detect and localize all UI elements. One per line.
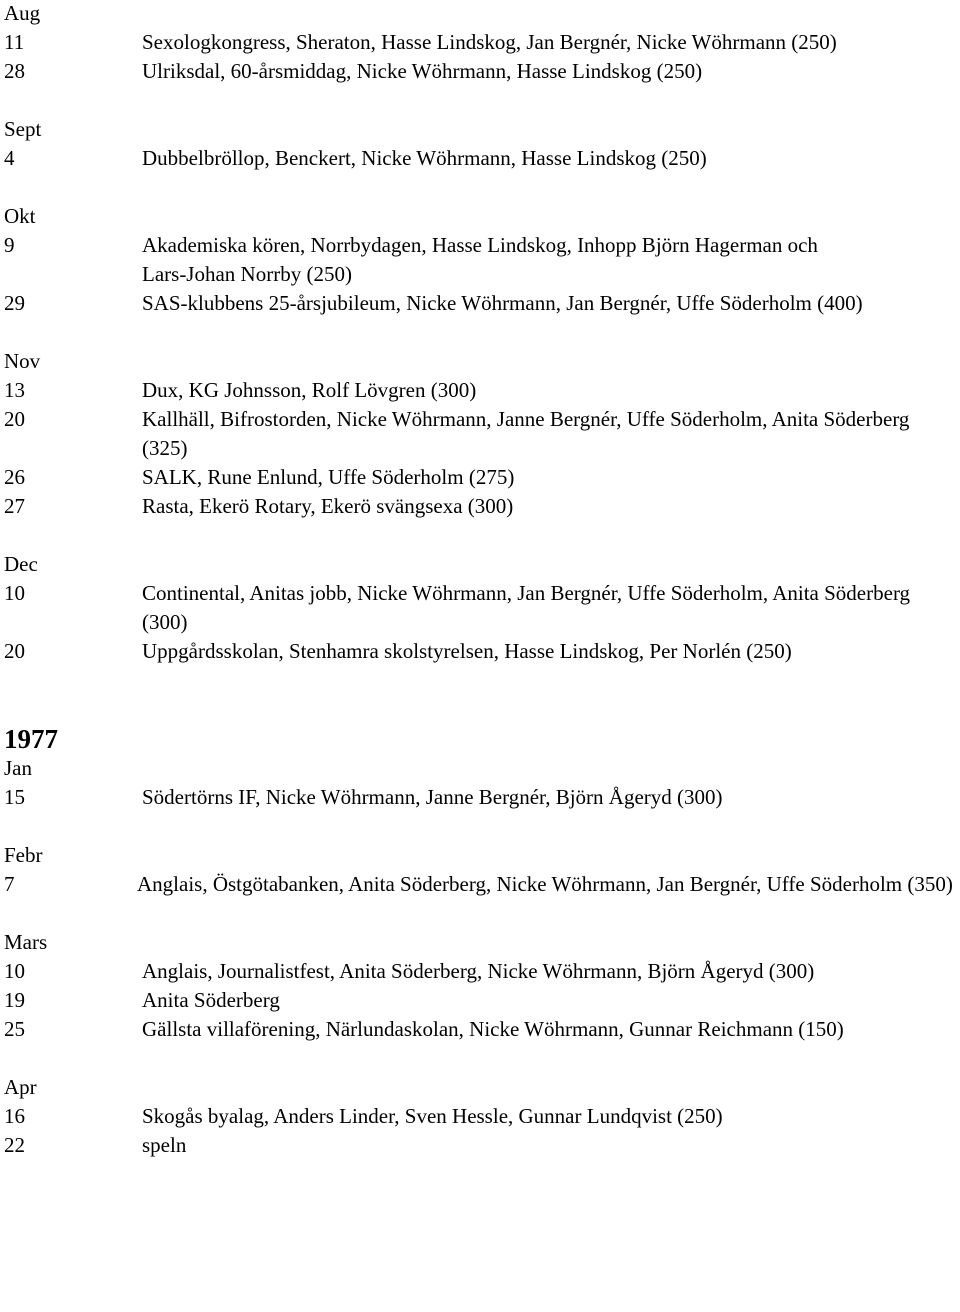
entry-text: speln bbox=[142, 1133, 187, 1157]
list-item bbox=[4, 1102, 958, 1131]
list-item bbox=[4, 492, 958, 521]
month-heading-nov: Nov bbox=[4, 349, 41, 373]
entry-day: 16 bbox=[4, 1104, 25, 1128]
entry-text: Ulriksdal, 60-årsmiddag, Nicke Wöhrmann, Hasse Lindskog (250) bbox=[142, 59, 703, 83]
entry-day: 20 bbox=[4, 639, 25, 663]
spacer bbox=[4, 318, 958, 347]
month-heading-mars: Mars bbox=[4, 930, 48, 954]
spacer bbox=[4, 521, 958, 550]
entry-day: 28 bbox=[4, 59, 25, 83]
entry-day: 27 bbox=[4, 494, 25, 518]
entry-day: 22 bbox=[4, 1133, 25, 1157]
entry-day: 11 bbox=[4, 30, 25, 54]
list-item bbox=[4, 28, 958, 57]
spacer bbox=[4, 899, 958, 928]
list-item bbox=[4, 144, 958, 173]
entry-text: Skogås byalag, Anders Linder, Sven Hessle, Gunnar Lundqvist (250) bbox=[142, 1104, 723, 1128]
list-item bbox=[4, 870, 958, 899]
month-heading-apr: Apr bbox=[4, 1075, 37, 1099]
document-page bbox=[4, 0, 958, 1160]
entry-text: Akademiska kören, Norrbydagen, Hasse Lindskog, Inhopp Björn Hagerman och Lars-Johan Norrby (250) bbox=[142, 233, 818, 286]
list-item bbox=[4, 637, 958, 666]
entry-day: 4 bbox=[4, 146, 15, 170]
year-heading: 1977 bbox=[4, 724, 58, 754]
entry-day: 15 bbox=[4, 785, 25, 809]
spacer bbox=[4, 173, 958, 202]
entry-day: 26 bbox=[4, 465, 25, 489]
entry-day: 13 bbox=[4, 378, 25, 402]
month-heading-dec: Dec bbox=[4, 552, 38, 576]
entry-text: Södertörns IF, Nicke Wöhrmann, Janne Bergnér, Björn Ågeryd (300) bbox=[142, 785, 723, 809]
month-heading-sept: Sept bbox=[4, 117, 42, 141]
entry-day: 9 bbox=[4, 233, 15, 257]
list-item bbox=[4, 986, 958, 1015]
entry-text: Dubbelbröllop, Benckert, Nicke Wöhrmann, Hasse Lindskog (250) bbox=[142, 146, 707, 170]
list-item bbox=[4, 783, 958, 812]
entry-text: Uppgårdsskolan, Stenhamra skolstyrelsen, Hasse Lindskog, Per Norlén (250) bbox=[142, 639, 792, 663]
spacer bbox=[4, 86, 958, 115]
entry-day: 10 bbox=[4, 581, 25, 605]
month-heading-febr: Febr bbox=[4, 843, 43, 867]
month-heading-jan: Jan bbox=[4, 756, 32, 780]
entry-text: Gällsta villaförening, Närlundaskolan, Nicke Wöhrmann, Gunnar Reichmann (150) bbox=[142, 1017, 844, 1041]
list-item bbox=[4, 405, 958, 463]
spacer bbox=[4, 812, 958, 841]
entry-text: Anglais, Östgötabanken, Anita Söderberg, Nicke Wöhrmann, Jan Bergnér, Uffe Söderholm (350) bbox=[137, 872, 953, 896]
entry-text: Anita Söderberg bbox=[142, 988, 280, 1012]
month-heading-aug: Aug bbox=[4, 1, 41, 25]
month-heading-okt: Okt bbox=[4, 204, 36, 228]
list-item bbox=[4, 289, 958, 318]
list-item bbox=[4, 463, 958, 492]
list-item bbox=[4, 231, 958, 289]
list-item bbox=[4, 579, 958, 637]
entry-day: 7 bbox=[4, 872, 15, 896]
list-item bbox=[4, 57, 958, 86]
entry-day: 25 bbox=[4, 1017, 25, 1041]
list-item bbox=[4, 1131, 958, 1160]
entry-text: SAS-klubbens 25-årsjubileum, Nicke Wöhrmann, Jan Bergnér, Uffe Söderholm (400) bbox=[142, 291, 863, 315]
entry-text: Rasta, Ekerö Rotary, Ekerö svängsexa (300) bbox=[142, 494, 514, 518]
entry-day: 10 bbox=[4, 959, 25, 983]
entry-text: SALK, Rune Enlund, Uffe Söderholm (275) bbox=[142, 465, 515, 489]
list-item bbox=[4, 376, 958, 405]
entry-text: Kallhäll, Bifrostorden, Nicke Wöhrmann, Janne Bergnér, Uffe Söderholm, Anita Söderberg (325) bbox=[142, 407, 910, 460]
entry-text: Continental, Anitas jobb, Nicke Wöhrmann, Jan Bergnér, Uffe Söderholm, Anita Söderberg (300) bbox=[142, 581, 911, 634]
entry-text: Anglais, Journalistfest, Anita Söderberg, Nicke Wöhrmann, Björn Ågeryd (300) bbox=[142, 959, 815, 983]
entry-text: Sexologkongress, Sheraton, Hasse Lindskog, Jan Bergnér, Nicke Wöhrmann (250) bbox=[142, 30, 837, 54]
list-item bbox=[4, 1015, 958, 1044]
spacer bbox=[4, 666, 958, 724]
list-item bbox=[4, 957, 958, 986]
entry-day: 19 bbox=[4, 988, 25, 1012]
entry-text: Dux, KG Johnsson, Rolf Lövgren (300) bbox=[142, 378, 477, 402]
entry-day: 20 bbox=[4, 407, 25, 431]
entry-day: 29 bbox=[4, 291, 25, 315]
spacer bbox=[4, 1044, 958, 1073]
